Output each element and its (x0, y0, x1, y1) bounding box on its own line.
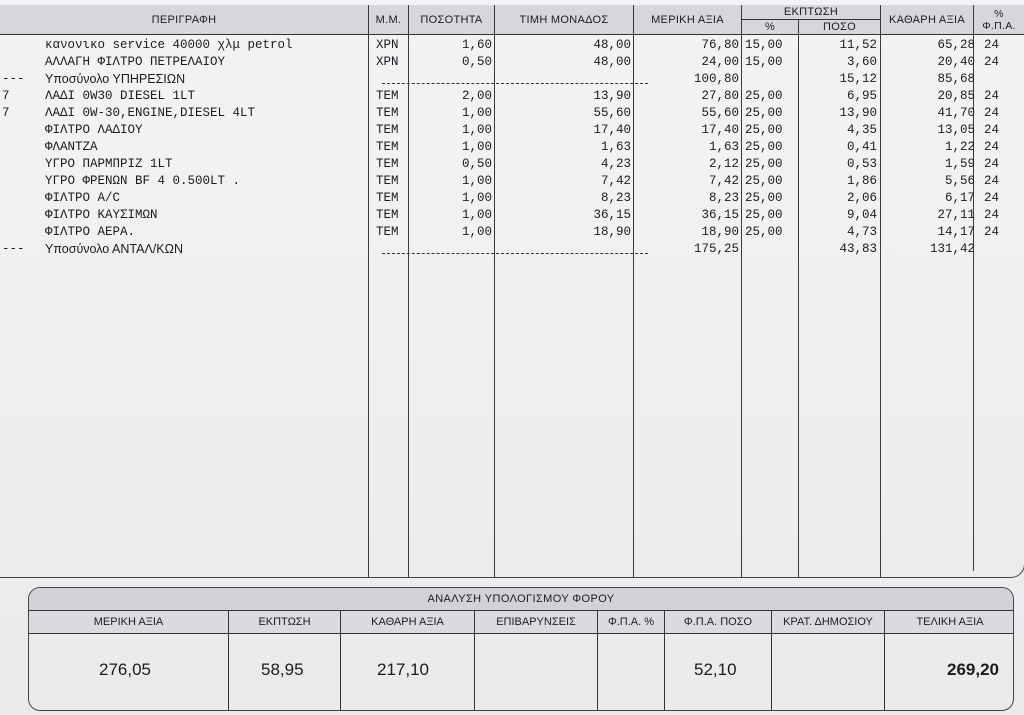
tax-col-divider (771, 611, 772, 710)
cell-qty: 1,00 (461, 191, 492, 205)
tax-col-divider (228, 611, 229, 710)
cell-vat: 24 (984, 140, 1000, 154)
cell-disc-pct: 25,00 (745, 140, 783, 154)
cell-disc-pct: 15,00 (745, 38, 783, 52)
table-row (0, 190, 1024, 207)
subtotal-row (0, 241, 1024, 258)
cell-vat: 24 (984, 106, 1000, 120)
tax-header-net: ΚΑΘΑΡΗ ΑΞΙΑ (341, 611, 474, 634)
cell-desc: ΛΑΔΙ 0W-30,ENGINE,DIESEL 4LT (45, 106, 256, 120)
cell-qty: 1,00 (461, 208, 492, 222)
cell-partial: 24,00 (701, 55, 739, 69)
cell-disc-amt: 6,95 (846, 89, 877, 103)
tax-col-divider (884, 611, 885, 710)
cell-price: 18,90 (593, 225, 631, 239)
table-row (0, 173, 1024, 190)
header-vat-pct (974, 5, 1024, 35)
cell-disc-amt: 0,41 (846, 140, 877, 154)
cell-disc-amt: 43,83 (839, 242, 877, 256)
tax-analysis-box (28, 587, 1014, 711)
cell-qty: 1,00 (461, 123, 492, 137)
cell-vat: 24 (984, 55, 1000, 69)
table-row (0, 88, 1024, 105)
cell-unit: ΤΕΜ (376, 174, 399, 188)
subtotal-dash-line (382, 253, 648, 254)
cell-partial: 27,80 (701, 89, 739, 103)
cell-disc-amt: 0,53 (846, 157, 877, 171)
header-net-value: ΚΑΘΑΡΗ ΑΞΙΑ (881, 5, 973, 35)
cell-net: 20,85 (937, 89, 975, 103)
cell-mark: --- (2, 242, 25, 256)
cell-unit: ΤΕΜ (376, 208, 399, 222)
cell-qty: 1,60 (461, 38, 492, 52)
tax-col-divider (664, 611, 665, 710)
cell-qty: 1,00 (461, 106, 492, 120)
cell-partial: 7,42 (708, 174, 739, 188)
cell-partial: 76,80 (701, 38, 739, 52)
cell-net: 85,68 (937, 72, 975, 86)
cell-disc-pct: 25,00 (745, 191, 783, 205)
cell-vat: 24 (984, 208, 1000, 222)
cell-net: 41,70 (937, 106, 975, 120)
tax-value-net: 217,10 (377, 660, 429, 679)
cell-desc: ΦΙΛΤΡΟ ΑΕΡΑ. (45, 225, 136, 239)
cell-price: 17,40 (593, 123, 631, 137)
items-table (0, 5, 1024, 578)
header-vat-pct-symbol: % (994, 7, 1004, 20)
table-row (0, 139, 1024, 156)
header-quantity: ΠΟΣΟΤΗΤΑ (409, 5, 494, 35)
cell-net: 14,17 (937, 225, 975, 239)
subtotal-dash-line (382, 83, 648, 84)
table-row (0, 37, 1024, 54)
cell-disc-amt: 3,60 (846, 55, 877, 69)
cell-partial: 8,23 (708, 191, 739, 205)
tax-value-total: 269,20 (947, 660, 999, 679)
cell-net: 131,42 (929, 242, 975, 256)
cell-desc: ΦΛΑΝΤΖΑ (45, 140, 98, 154)
cell-net: 65,28 (937, 38, 975, 52)
cell-unit: ΧΡΝ (376, 55, 399, 69)
cell-price: 48,00 (593, 38, 631, 52)
cell-disc-pct: 25,00 (745, 157, 783, 171)
table-row (0, 122, 1024, 139)
tax-header-total: ΤΕΛΙΚΗ ΑΞΙΑ (885, 611, 1014, 634)
header-partial-value: ΜΕΡΙΚΗ ΑΞΙΑ (634, 5, 741, 35)
tax-header-withholding: ΚΡΑΤ. ΔΗΜΟΣΙΟΥ (772, 611, 884, 634)
tax-col-divider (597, 611, 598, 710)
cell-partial: 36,15 (701, 208, 739, 222)
tax-analysis-title: ΑΝΑΛΥΣΗ ΥΠΟΛΟΓΙΣΜΟΥ ΦΟΡΟΥ (29, 588, 1013, 611)
cell-vat: 24 (984, 123, 1000, 137)
cell-mark: --- (2, 72, 25, 86)
header-unit: Μ.Μ. (369, 5, 408, 35)
cell-price: 7,42 (600, 174, 631, 188)
cell-disc-pct: 25,00 (745, 225, 783, 239)
cell-desc: κανονικο service 40000 χλμ petrol (45, 38, 293, 52)
cell-net: 1,59 (944, 157, 975, 171)
cell-partial: 175,25 (693, 242, 739, 256)
cell-unit: ΤΕΜ (376, 106, 399, 120)
tax-value-partial: 276,05 (99, 660, 151, 679)
cell-disc-amt: 13,90 (839, 106, 877, 120)
cell-price: 55,60 (593, 106, 631, 120)
tax-header-discount: ΕΚΠΤΩΣΗ (229, 611, 340, 634)
cell-qty: 0,50 (461, 157, 492, 171)
cell-net: 13,05 (937, 123, 975, 137)
cell-qty: 1,00 (461, 140, 492, 154)
cell-partial: 55,60 (701, 106, 739, 120)
cell-net: 1,22 (944, 140, 975, 154)
table-row (0, 224, 1024, 241)
cell-partial: 2,12 (708, 157, 739, 171)
cell-unit: ΤΕΜ (376, 225, 399, 239)
table-row (0, 105, 1024, 122)
cell-net: 20,40 (937, 55, 975, 69)
cell-price: 1,63 (600, 140, 631, 154)
cell-vat: 24 (984, 225, 1000, 239)
tax-col-divider (340, 611, 341, 710)
cell-disc-pct: 25,00 (745, 174, 783, 188)
header-discount-pct: % (742, 20, 798, 35)
tax-value-vat-amount: 52,10 (694, 660, 737, 679)
cell-disc-pct: 25,00 (745, 123, 783, 137)
tax-header-surcharges: ΕΠΙΒΑΡΥΝΣΕΙΣ (475, 611, 597, 634)
cell-partial: 1,63 (708, 140, 739, 154)
cell-qty: 0,50 (461, 55, 492, 69)
cell-vat: 24 (984, 157, 1000, 171)
cell-qty: 1,00 (461, 225, 492, 239)
cell-net: 6,17 (944, 191, 975, 205)
table-row (0, 207, 1024, 224)
cell-disc-pct: 25,00 (745, 89, 783, 103)
cell-price: 13,90 (593, 89, 631, 103)
tax-header-partial: ΜΕΡΙΚΗ ΑΞΙΑ (29, 611, 228, 634)
cell-vat: 24 (984, 89, 1000, 103)
cell-disc-amt: 2,06 (846, 191, 877, 205)
cell-desc: ΥΓΡΟ ΠΑΡΜΠΡΙΖ 1LT (45, 157, 173, 171)
cell-unit: ΤΕΜ (376, 191, 399, 205)
cell-net: 5,56 (944, 174, 975, 188)
header-unit-price: ΤΙΜΗ ΜΟΝΑΔΟΣ (495, 5, 633, 35)
table-row (0, 54, 1024, 71)
cell-desc: ΥΓΡΟ ΦΡΕΝΩΝ BF 4 0.500LT . (45, 174, 241, 188)
cell-partial: 17,40 (701, 123, 739, 137)
cell-desc: ΑΛΛΑΓΗ ΦΙΛΤΡΟ ΠΕΤΡΕΛΑΙΟΥ (45, 55, 226, 69)
cell-unit: ΧΡΝ (376, 38, 399, 52)
cell-disc-pct: 25,00 (745, 106, 783, 120)
cell-mark: 7 (2, 89, 10, 103)
cell-partial: 100,80 (693, 72, 739, 86)
tax-value-discount: 58,95 (261, 660, 304, 679)
cell-disc-pct: 15,00 (745, 55, 783, 69)
subtotal-row (0, 71, 1024, 88)
cell-desc: Υποσύνολο ΥΠΗΡΕΣΙΩΝ (45, 72, 186, 86)
cell-mark: 7 (2, 106, 10, 120)
header-description: ΠΕΡΙΓΡΑΦΗ (0, 5, 368, 35)
cell-qty: 1,00 (461, 174, 492, 188)
cell-price: 48,00 (593, 55, 631, 69)
cell-unit: ΤΕΜ (376, 157, 399, 171)
cell-desc: Υποσύνολο ΑΝΤΑΛ/ΚΩΝ (45, 242, 183, 256)
cell-unit: ΤΕΜ (376, 140, 399, 154)
cell-disc-amt: 1,86 (846, 174, 877, 188)
cell-price: 36,15 (593, 208, 631, 222)
cell-vat: 24 (984, 38, 1000, 52)
cell-disc-amt: 11,52 (839, 38, 877, 52)
header-vat-label: Φ.Π.Α. (982, 19, 1016, 32)
cell-qty: 2,00 (461, 89, 492, 103)
table-row (0, 156, 1024, 173)
cell-price: 4,23 (600, 157, 631, 171)
cell-desc: ΛΑΔΙ 0W30 DIESEL 1LT (45, 89, 196, 103)
cell-net: 27,11 (937, 208, 975, 222)
cell-disc-amt: 4,73 (846, 225, 877, 239)
cell-price: 8,23 (600, 191, 631, 205)
cell-disc-amt: 9,04 (846, 208, 877, 222)
cell-disc-pct: 25,00 (745, 208, 783, 222)
cell-vat: 24 (984, 191, 1000, 205)
cell-unit: ΤΕΜ (376, 123, 399, 137)
tax-col-divider (474, 611, 475, 710)
header-discount: ΕΚΠΤΩΣΗ (742, 5, 880, 20)
cell-desc: ΦΙΛΤΡΟ ΚΑΥΣΙΜΩΝ (45, 208, 158, 222)
cell-desc: ΦΙΛΤΡΟ Α/C (45, 191, 121, 205)
header-discount-amount: ΠΟΣΟ (799, 20, 880, 35)
cell-vat: 24 (984, 174, 1000, 188)
tax-header-vat-amount: Φ.Π.Α. ΠΟΣΟ (665, 611, 771, 634)
cell-unit: ΤΕΜ (376, 89, 399, 103)
tax-header-vat-pct: Φ.Π.Α. % (598, 611, 664, 634)
cell-desc: ΦΙΛΤΡΟ ΛΑΔΙΟΥ (45, 123, 143, 137)
cell-partial: 18,90 (701, 225, 739, 239)
cell-disc-amt: 4,35 (846, 123, 877, 137)
cell-disc-amt: 15,12 (839, 72, 877, 86)
